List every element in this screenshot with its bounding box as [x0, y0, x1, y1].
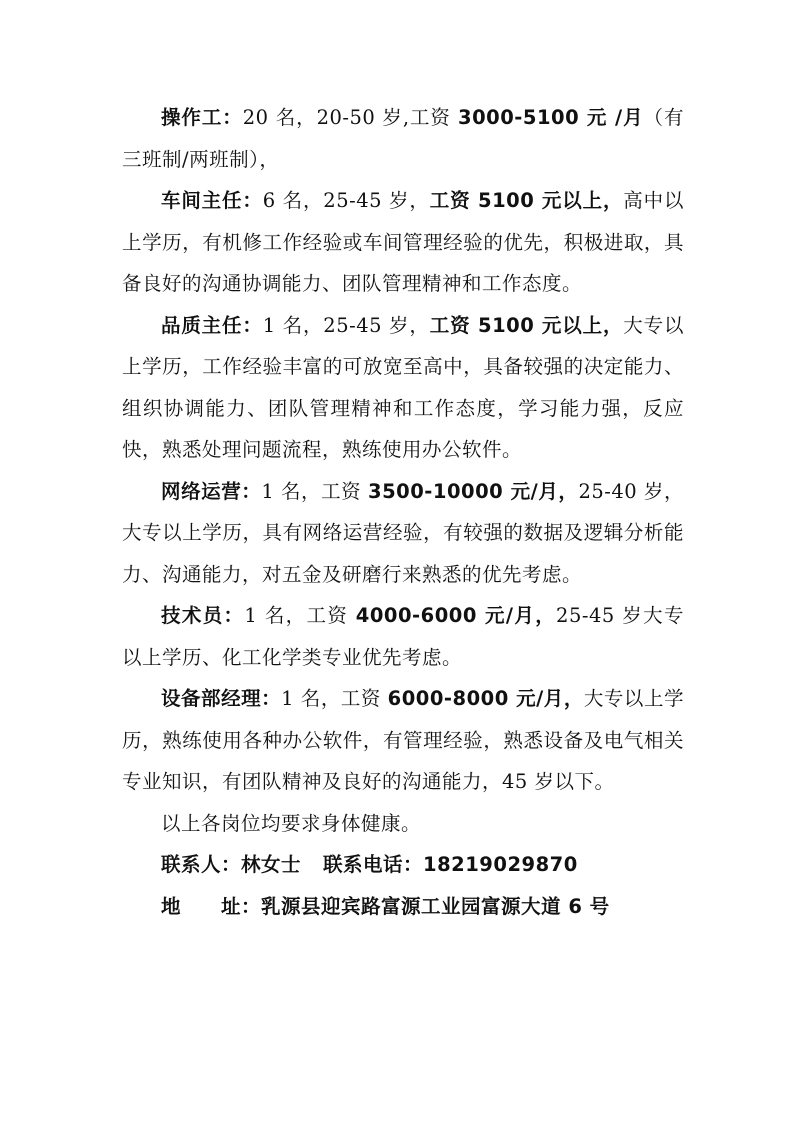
- job-workshop-supervisor: [122, 180, 684, 305]
- job-details: 25-45 岁大专以上学历、化工化学类专业优先考虑。: [122, 604, 684, 669]
- job-title: 技术员：: [161, 604, 245, 627]
- job-equipment-manager: [122, 678, 684, 803]
- address-label-1: 地: [161, 894, 182, 918]
- job-technician: [122, 595, 684, 678]
- job-operator: [122, 97, 684, 180]
- job-details: （有三班制/两班制），: [122, 106, 684, 171]
- job-listings: [122, 97, 684, 927]
- job-salary: 3000-5100 元 /月: [458, 106, 644, 129]
- job-details: 1 名，工资: [244, 604, 356, 627]
- job-salary: 4000-6000 元/月，: [355, 604, 557, 627]
- job-details: 1 名，工资: [261, 479, 369, 503]
- job-details: 1 名，25-45 岁，: [262, 313, 430, 337]
- job-details: 1 名，工资: [281, 687, 388, 710]
- contact-phone-label: 联系电话：: [323, 853, 424, 876]
- job-details: 大专以上学历，工作经验丰富的可放宽至高中，具备较强的决定能力、组织协调能力、团队管理精神和工作态度，学习能力强，反应快，熟悉处理问题流程，熟练使用办公软件。: [122, 313, 684, 461]
- job-details: 6 名，25-45 岁，: [262, 189, 430, 212]
- job-salary: 工资 5100 元以上，: [429, 189, 624, 212]
- job-details: 大专以上学历，熟练使用各种办公软件，有管理经验，熟悉设备及电气相关专业知识，有团队精神及良好的沟通能力，45 岁以下。: [122, 687, 684, 793]
- job-details: 25-40 岁，大专以上学历，具有网络运营经验，有较强的数据及逻辑分析能力、沟通能力，对五金及研磨行来熟悉的优先考虑。: [122, 479, 684, 586]
- address-line: [122, 886, 684, 928]
- job-details: 高中以上学历，有机修工作经验或车间管理经验的优先，积极进取，具备良好的沟通协调能力、团队管理精神和工作态度。: [122, 189, 684, 295]
- contact-person: 联系人：林女士: [161, 853, 302, 876]
- address-label-2: 址：: [221, 894, 262, 918]
- job-title: 车间主任：: [161, 189, 263, 212]
- job-title: 品质主任：: [161, 313, 263, 337]
- job-details: 20 名，20-50 岁,工资: [242, 106, 459, 129]
- job-salary: 3500-10000 元/月，: [368, 479, 579, 503]
- job-salary: 6000-8000 元/月，: [387, 687, 584, 710]
- address-value: 乳源县迎宾路富源工业园富源大道 6 号: [261, 894, 610, 918]
- job-salary: 工资 5100 元以上，: [429, 313, 624, 337]
- contact-phone: 18219029870: [423, 853, 578, 876]
- job-title: 网络运营：: [161, 479, 262, 503]
- job-title: 操作工：: [161, 106, 243, 129]
- job-title: 设备部经理：: [161, 687, 282, 710]
- contact-line: [122, 844, 684, 886]
- health-note: 以上各岗位均要求身体健康。: [161, 811, 422, 835]
- job-quality-supervisor: [122, 305, 684, 471]
- job-network-operations: [122, 471, 684, 596]
